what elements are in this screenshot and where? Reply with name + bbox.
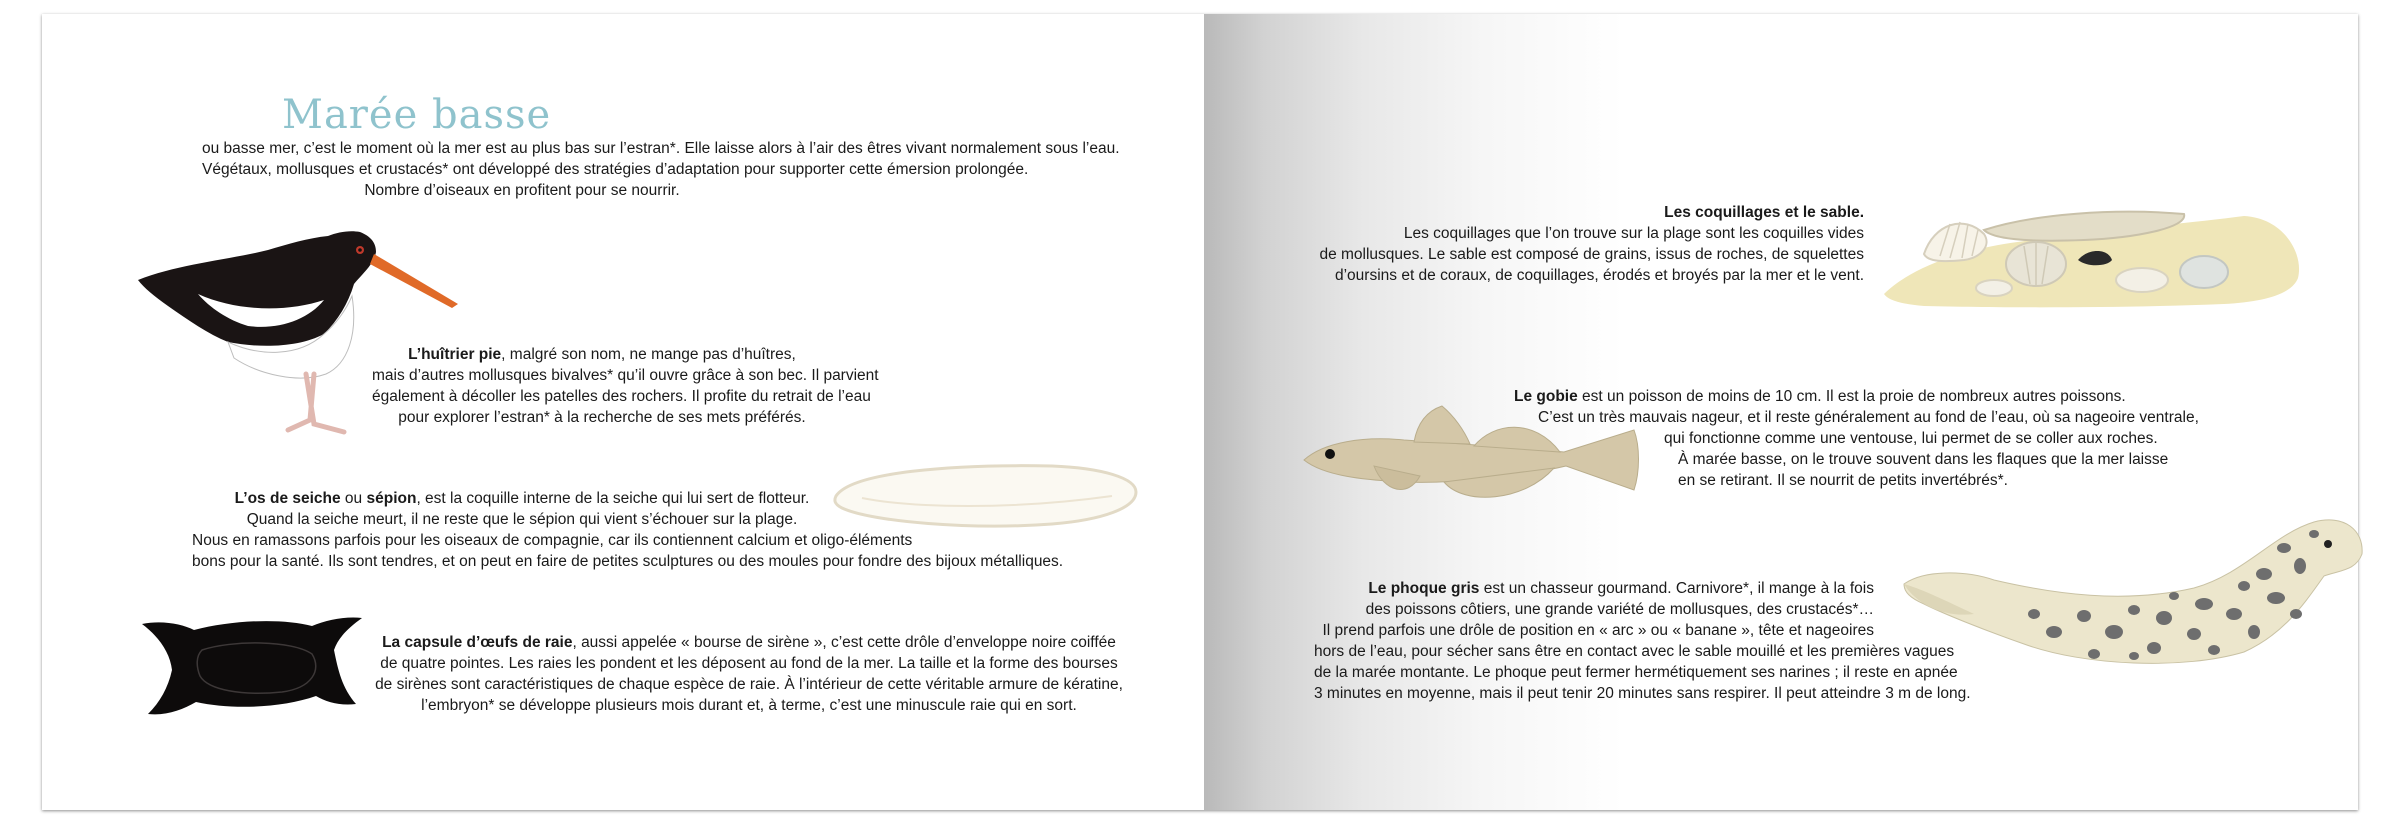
intro-line: Végétaux, mollusques et crustacés* ont développé des stratégies d’adaptation pour supporter cette émersion prolongée. — [202, 161, 1029, 178]
right-page — [1204, 14, 2358, 810]
intro-paragraph — [202, 138, 1120, 201]
beak — [370, 254, 458, 308]
huitrier-paragraph: L’huîtrier pie, malgré son nom, ne mange pas d’huîtres, mais d’autres mollusques bivalves* qu’il ouvre grâce à son bec. Il parvient également à décoller les patelles des rochers. Il profite du retrait de l’eau pour explorer l’estran* à la recherche de ses mets préférés. — [372, 346, 879, 426]
gobie-heading: Le gobie — [1514, 388, 1578, 405]
page-title: Marée basse — [282, 92, 552, 138]
intro-line: ou basse mer, c’est le moment où la mer est au plus bas sur l’estran*. Elle laisse alors à l’air des êtres vivant normalement sous l’eau. — [202, 140, 1120, 157]
coquillages-heading: Les coquillages et le sable. — [1664, 204, 1864, 221]
phoque-heading: Le phoque gris — [1368, 580, 1480, 597]
open-book — [42, 14, 2358, 810]
cuttlebone-illustration — [832, 462, 1142, 532]
seiche-heading: L’os de seiche — [234, 490, 341, 507]
eye-icon — [1325, 449, 1335, 459]
bird-legs — [288, 374, 344, 432]
seal-body — [1904, 520, 2362, 663]
egg-case-illustration — [142, 610, 362, 720]
huitrier-heading: L’huîtrier pie — [408, 346, 502, 363]
left-page — [42, 14, 1204, 810]
capsule-heading: La capsule d’œufs de raie — [382, 634, 573, 651]
intro-line: Nombre d’oiseaux en profitent pour se nourrir. — [364, 182, 680, 199]
scallop-icon — [1924, 224, 1987, 262]
dorsal-fin — [1414, 406, 1470, 444]
coquillages-paragraph: Les coquillages et le sable. Les coquillages que l’on trouve sur la plage sont les coquilles vides de mollusques. Le sable est composé de grains, issus de roches, de squelettes d’oursins et de coraux, de coquillages, érodés et broyés par la mer et le vent. — [1319, 204, 1864, 284]
phoque-paragraph: Le phoque gris est un chasseur gourmand. Carnivore*, il mange à la fois des poissons côtiers, une grande variété de mollusques, des crustacés*… Il prend parfois une drôle de position en « arc » ou « banane », tête et nageoires hors de l’eau, pour sécher sans être en contact avec le sable mouillé et les premières vagues de la marée montante. Le phoque peut fermer hermétiquement ses narines ; il reste en apnée 3 minutes en moyenne, mais il peut tenir 20 minutes sans respirer. Il peut atteindre 3 m de long. — [1314, 580, 1971, 702]
seiche-paragraph: L’os de seiche ou sépion, est la coquille interne de la seiche qui lui sert de flotteur. Quand la seiche meurt, il ne reste que le sépion qui vient s’échouer sur la plage. Nous en ramassons parfois pour les oiseaux de compagnie, car ils contiennent calcium et oligo-éléments bons pour la santé. Ils sont tendres, et on peut en faire de petites sculptures ou des moules pour fondre des bijoux métalliques. — [192, 490, 1064, 570]
eye-icon — [2324, 540, 2332, 548]
grey-seal-illustration — [1904, 514, 2364, 674]
gobie-paragraph: Le gobie est un poisson de moins de 10 cm. Il est la proie de nombreux autres poissons. C’est un très mauvais nageur, et il reste généralement au fond de l’eau, où sa nageoire ventrale, qui fonctionne comme une ventouse, lui permet de se coller aux roches. À marée basse, on le trouve souvent dans les flaques que la mer laisse en se retirant. Il se nourrit de petits invertébrés*. — [1514, 388, 2199, 489]
shells-sand-illustration — [1884, 194, 2304, 314]
capsule-paragraph: La capsule d’œufs de raie, aussi appelée « bourse de sirène », c’est cette drôle d’enveloppe noire coiffée de quatre pointes. Les raies les pondent et les déposent au fond de la mer. La taille et la forme des bourses de sirènes sont caractéristiques de chaque espèce de raie. À l’intérieur de cette véritable armure de kératine, l’embryon* se développe plusieurs mois durant et, à terme, c’est une minuscule raie qui en sort. — [375, 634, 1123, 714]
